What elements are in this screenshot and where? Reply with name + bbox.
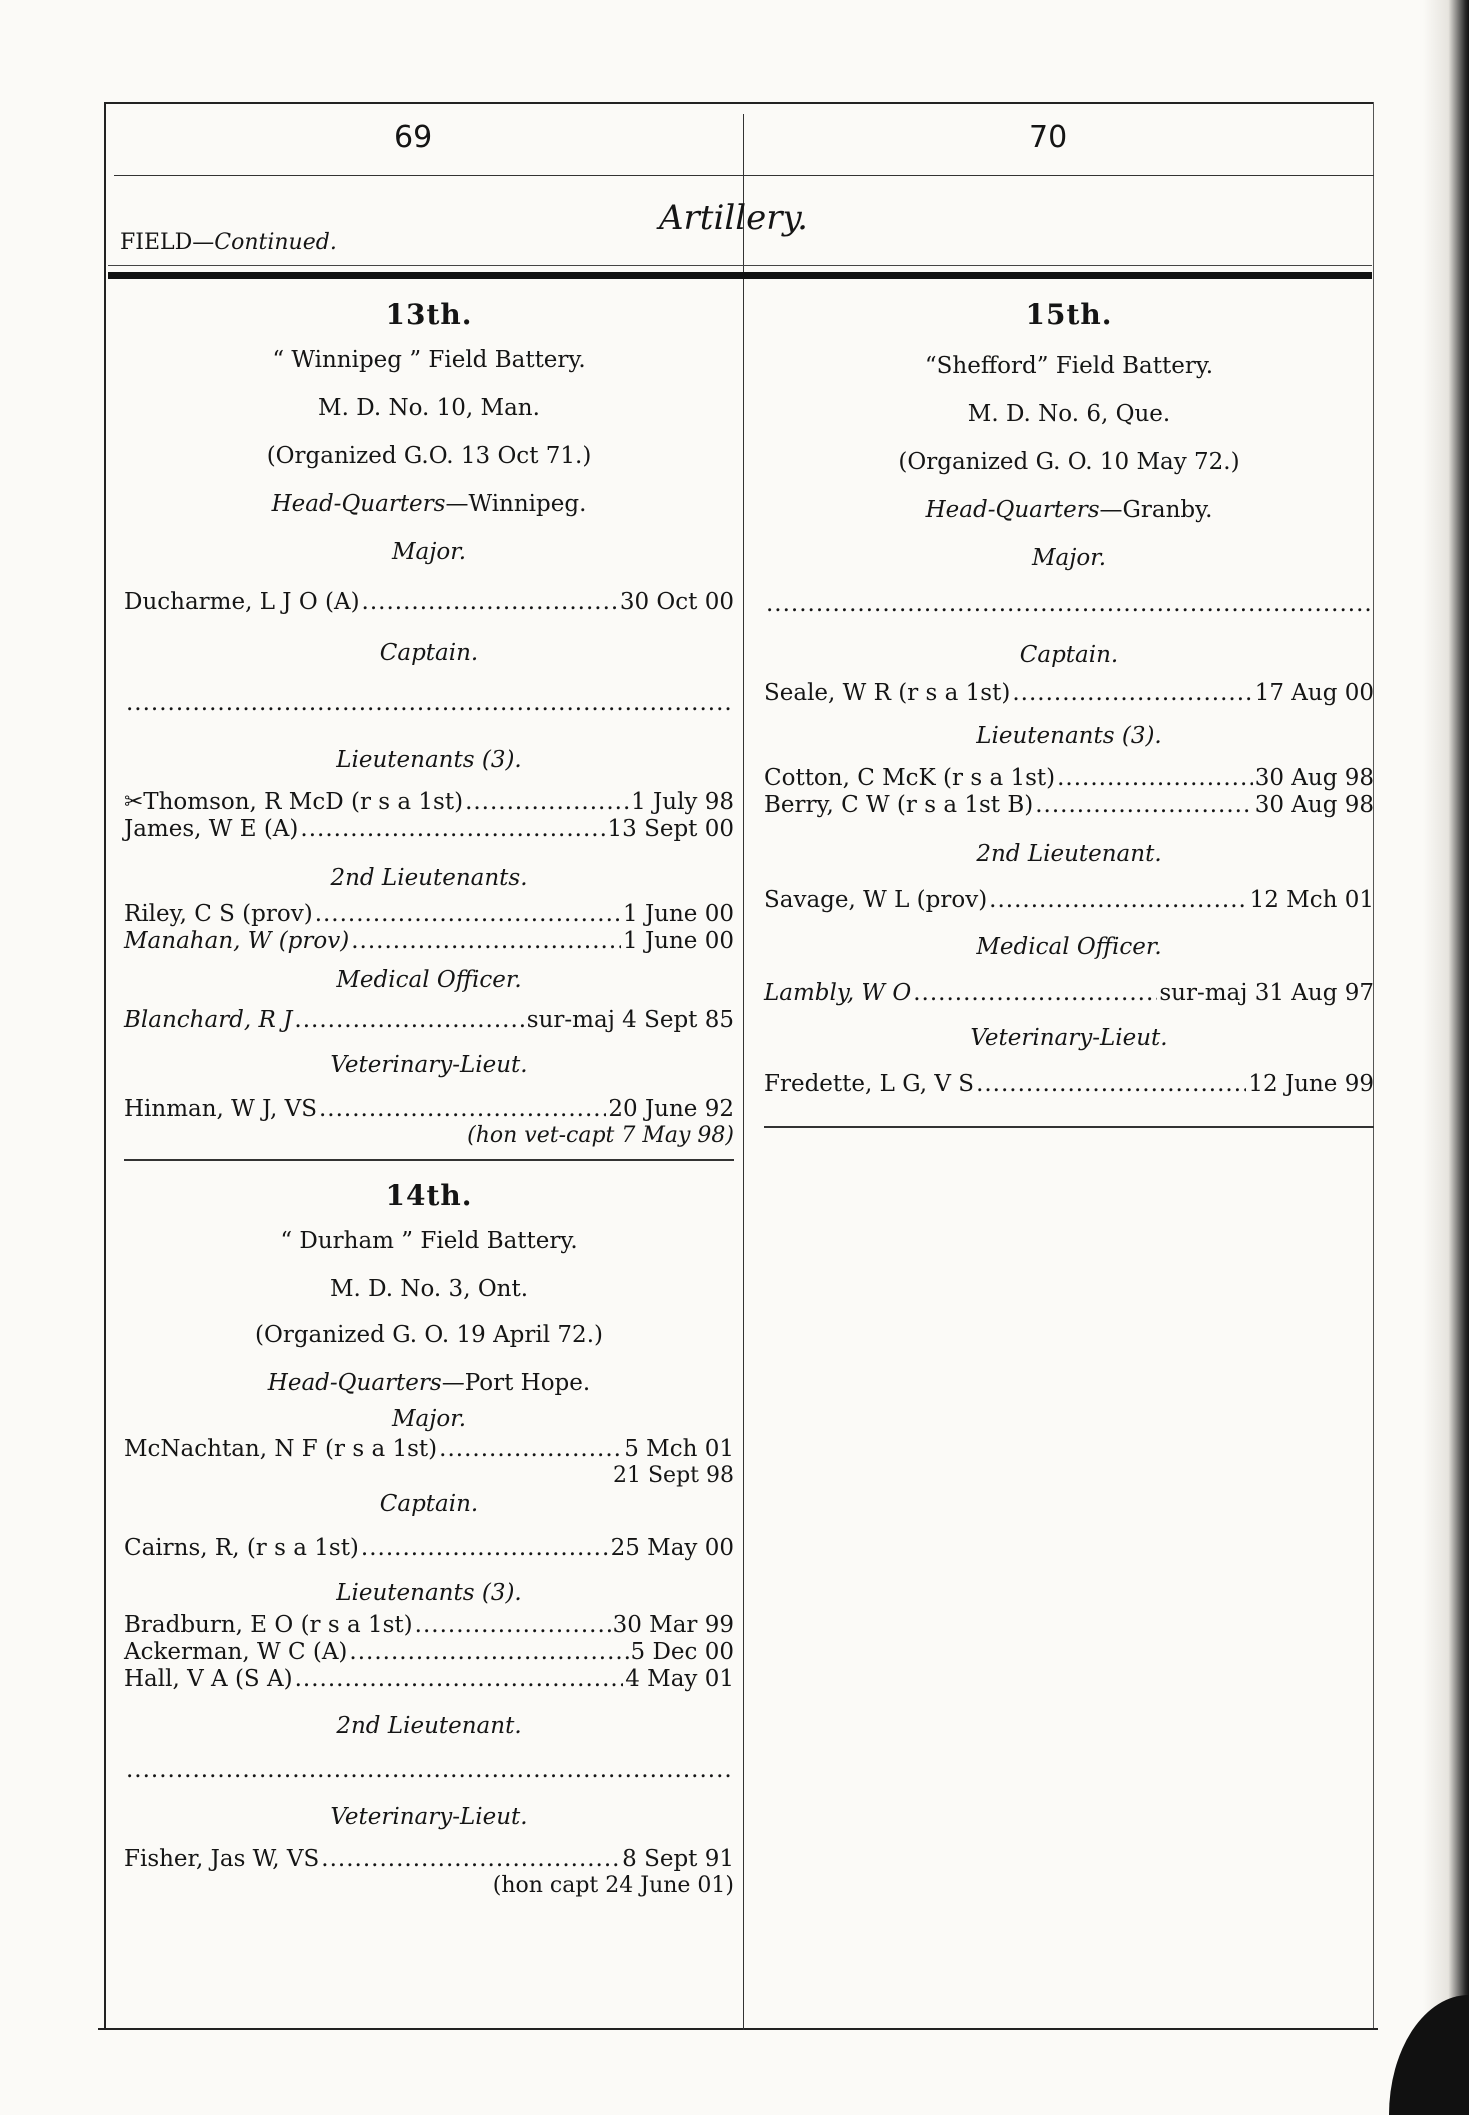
battery-name: “Shefford” Field Battery. <box>924 353 1214 379</box>
rank-heading-2nd-lieutenant: 2nd Lieutenant. <box>976 841 1162 867</box>
page-frame <box>104 102 1374 2030</box>
battery-15th <box>764 298 1374 1128</box>
officer-entry: Riley, C S (prov) ..... 1 June 00 <box>124 901 734 928</box>
officer-entry: Lambly, W O ..... sur-maj 31 Aug 97 <box>764 980 1374 1007</box>
major-secondary-date: 21 Sept 98 <box>613 1463 734 1488</box>
rank-heading-2nd-lieutenant: 2nd Lieutenant. <box>336 1713 522 1739</box>
page-number-right: 70 <box>1029 120 1068 155</box>
header-double-rule <box>108 265 1372 266</box>
rank-heading-veterinary: Veterinary-Lieut. <box>330 1804 528 1830</box>
battery-name: “ Winnipeg ” Field Battery. <box>272 347 586 373</box>
page-number-left: 69 <box>394 120 433 155</box>
header-thick-rule <box>108 272 1372 279</box>
vacant-line <box>764 591 1374 618</box>
right-column <box>764 298 1374 1128</box>
organized-order: (Organized G. O. 19 April 72.) <box>255 1322 603 1348</box>
vacant-line <box>124 1757 734 1784</box>
page-edge-shadow <box>1423 0 1469 2115</box>
frame-left-rule <box>104 102 106 2030</box>
officer-entry: Manahan, W (prov) ..... 1 June 00 <box>124 928 734 955</box>
unit-number: 14th. <box>385 1179 473 1212</box>
rank-heading-major: Major. <box>1031 545 1107 571</box>
frame-top-rule <box>104 102 1374 104</box>
organized-order: (Organized G. O. 10 May 72.) <box>898 449 1240 475</box>
military-district: M. D. No. 3, Ont. <box>329 1276 529 1302</box>
headquarters: Head-Quarters—Port Hope. <box>267 1370 591 1396</box>
military-district: M. D. No. 10, Man. <box>318 395 540 421</box>
rank-heading-veterinary: Veterinary-Lieut. <box>330 1052 528 1078</box>
officer-entry: Bradburn, E O (r s a 1st) ..... 30 Mar 99 <box>124 1612 734 1639</box>
officer-entry: Cairns, R, (r s a 1st) ..... 25 May 00 <box>124 1535 734 1562</box>
officer-entry: Ackerman, W C (A) ..... 5 Dec 00 <box>124 1639 734 1666</box>
officer-entry: Hinman, W J, VS ..... 20 June 92 <box>124 1096 734 1123</box>
page-curl <box>1389 1995 1469 2115</box>
rank-heading-2nd-lieutenants: 2nd Lieutenants. <box>330 865 528 891</box>
officer-entry: James, W E (A) ..... 13 Sept 00 <box>124 816 734 843</box>
battery-separator <box>124 1159 734 1161</box>
vacant-line <box>124 690 734 717</box>
officer-entry: Berry, C W (r s a 1st B) ..... 30 Aug 98 <box>764 792 1374 819</box>
military-district: M. D. No. 6, Que. <box>967 401 1171 427</box>
frame-bottom-rule <box>98 2028 1378 2030</box>
officer-entry: Hall, V A (S A) ..... 4 May 01 <box>124 1666 734 1693</box>
battery-name: “ Durham ” Field Battery. <box>280 1228 578 1254</box>
honorary-note: (hon vet-capt 7 May 98) <box>467 1123 734 1148</box>
officer-entry: Cotton, C McK (r s a 1st) ..... 30 Aug 98 <box>764 765 1374 792</box>
battery-13th <box>124 298 734 1161</box>
rank-heading-captain: Captain. <box>1019 642 1119 668</box>
unit-number: 13th. <box>385 298 473 331</box>
rank-heading-lieutenants: Lieutenants (3). <box>976 723 1162 749</box>
officer-entry: Blanchard, R J ..... sur-maj 4 Sept 85 <box>124 1007 734 1034</box>
headquarters: Head-Quarters—Granby. <box>925 497 1213 523</box>
rank-heading-captain: Captain. <box>379 640 479 666</box>
officer-entry: Fisher, Jas W, VS ..... 8 Sept 91 <box>124 1846 734 1873</box>
header-rule <box>114 175 1374 176</box>
honorary-note: (hon capt 24 June 01) <box>492 1873 734 1898</box>
rank-heading-captain: Captain. <box>379 1491 479 1517</box>
officer-entry: ✂Thomson, R McD (r s a 1st) ..... 1 July 98 <box>124 789 734 816</box>
left-column <box>124 298 734 1899</box>
headquarters: Head-Quarters—Winnipeg. <box>271 491 587 517</box>
section-title: Artillery. <box>659 198 808 238</box>
rank-heading-lieutenants: Lieutenants (3). <box>336 1580 522 1606</box>
officer-entry: Ducharme, L J O (A) ..... 30 Oct 00 <box>124 589 734 616</box>
column-divider <box>743 114 744 2030</box>
battery-separator <box>764 1126 1374 1128</box>
rank-heading-medical-officer: Medical Officer. <box>976 934 1162 960</box>
rank-heading-major: Major. <box>391 1406 467 1432</box>
officer-entry: Fredette, L G, V S ..... 12 June 99 <box>764 1071 1374 1098</box>
officer-entry: Seale, W R (r s a 1st) ..... 17 Aug 00 <box>764 680 1374 707</box>
officer-entry: Savage, W L (prov) ..... 12 Mch 01 <box>764 887 1374 914</box>
unit-number: 15th. <box>1025 298 1113 331</box>
rank-heading-major: Major. <box>391 539 467 565</box>
battery-14th <box>124 1179 734 1899</box>
field-continued-label: FIELD—Continued. <box>120 230 337 255</box>
rank-heading-medical-officer: Medical Officer. <box>336 967 522 993</box>
organized-order: (Organized G.O. 13 Oct 71.) <box>266 443 592 469</box>
rank-heading-veterinary: Veterinary-Lieut. <box>970 1025 1168 1051</box>
officer-entry: McNachtan, N F (r s a 1st) ..... 5 Mch 01 <box>124 1436 734 1463</box>
rank-heading-lieutenants: Lieutenants (3). <box>336 747 522 773</box>
